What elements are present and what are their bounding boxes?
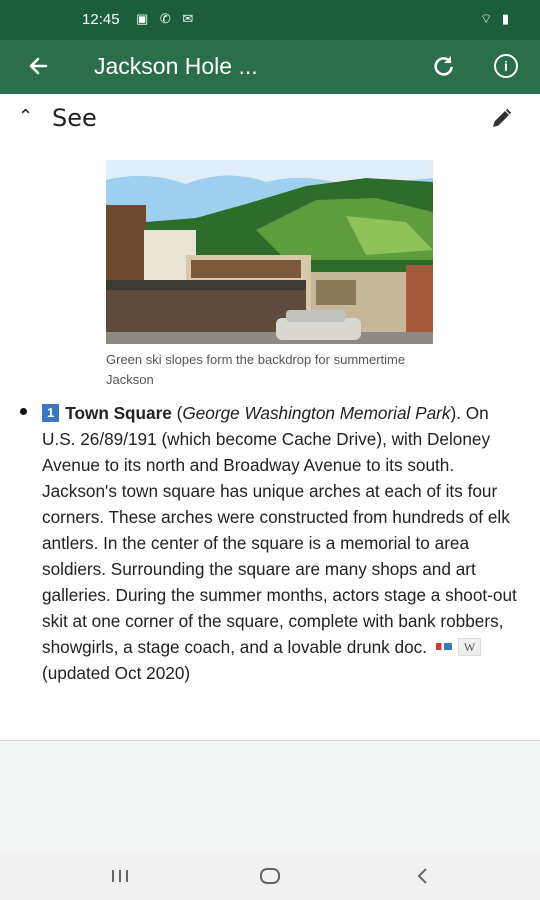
system-icons: ⌔ ▮ (480, 11, 512, 26)
status-time: 12:45 (82, 11, 120, 28)
listing-name: Town Square (65, 403, 172, 423)
system-nav-bar (0, 852, 540, 900)
refresh-icon[interactable] (430, 52, 458, 80)
section-title: See (52, 104, 97, 132)
updated-date: (updated Oct 2020) (42, 663, 191, 683)
wikidata-icon[interactable] (436, 643, 452, 650)
listing-alt-name: George Washington Memorial Park (182, 403, 451, 423)
listing-text: 1 Town Square (George Washington Memorial Park). On U.S. 26/89/191 (which become Cache Drive), with Deloney Avenue to its north and Broadway Avenue to its south. Jackson's town square has unique arches at each of its four corners. These arches were constructed from hundreds of elk antlers. In the center of the square is a memorial to area soldiers. Surrounding the square are many shops and art galleries. During the summer months, actors stage a shoot-out skit at one corner of the square, complete with bank robbers, showgirls, a stage coach, and a lovable drunk doc. W (updated Oct 2020) (42, 403, 517, 683)
divider (0, 740, 540, 741)
info-icon[interactable]: i (494, 54, 518, 78)
wikipedia-icon[interactable]: W (458, 638, 481, 656)
pencil-icon[interactable] (488, 106, 516, 132)
listing-description: . On U.S. 26/89/191 (which become Cache Drive), with Deloney Avenue to its north and Broadway Avenue to its south. Jackson's town square has unique arches at each of its four corners. These arches were constructed from hundreds of elk antlers. In the center of the square is a memorial to area soldiers. Surrounding the square are many shops and art galleries. During the summer months, actors stage a shoot-out skit at one corner of the square, complete with bank robbers, showgirls, a stage coach, and a lovable drunk doc. (42, 403, 517, 657)
article-content (0, 94, 540, 740)
status-bar (0, 0, 540, 40)
app-bar (0, 40, 540, 94)
photo-caption: Green ski slopes form the backdrop for summertime Jackson (106, 352, 406, 387)
back-arrow-icon[interactable] (24, 52, 52, 80)
home-icon[interactable] (250, 862, 290, 890)
chevron-up-icon: ⌃ (18, 106, 34, 126)
recent-apps-icon[interactable] (100, 862, 140, 890)
bullet-icon (20, 408, 27, 415)
page-title: Jackson Hole ... (94, 53, 258, 79)
map-marker-badge[interactable]: 1 (42, 404, 59, 422)
town-photo[interactable] (106, 160, 433, 344)
system-back-icon[interactable] (402, 862, 442, 890)
notification-icons: ▣ ✆ ✉ (136, 11, 198, 26)
